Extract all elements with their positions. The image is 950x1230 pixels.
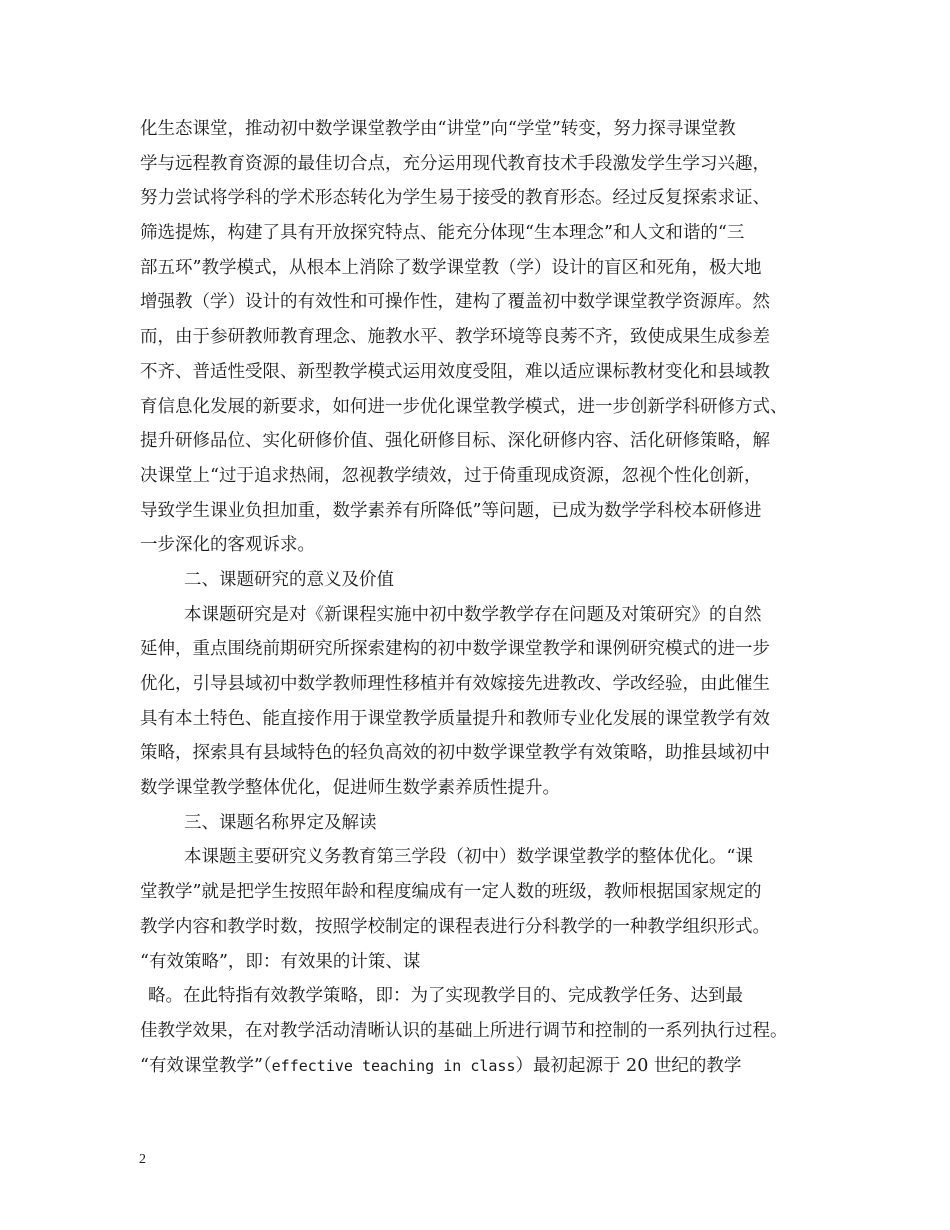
text-line: 优化，引导县域初中数学教师理性移植并有效嫁接先进教改、学改经验，由此催生 — [140, 674, 770, 694]
text-fragment: “有效课堂教学”（ — [140, 1055, 272, 1076]
text-line: 筛选提炼，构建了具有开放探究特点、能充分体现“生本理念”和人文和谐的“三 — [140, 223, 745, 244]
text-line: 本课题主要研究义务教育第三学段（初中）数学课堂教学的整体优化。“课 — [184, 847, 753, 868]
text-line: 部五环”教学模式，从根本上消除了数学课堂教（学）设计的盲区和死角，极大地 — [140, 257, 762, 278]
text-line: 数学课堂教学整体优化，促进师生数学素养质性提升。 — [140, 778, 560, 799]
section-heading: 二、课题研究的意义及价值 — [184, 569, 394, 590]
text-line-mixed — [140, 1049, 820, 1084]
section-heading: 三、课题名称界定及解读 — [184, 812, 377, 833]
text-line: 教学内容和教学时数，按照学校制定的课程表进行分科教学的一种教学组织形式。 — [140, 916, 770, 937]
text-line: “有效策略”，即：有效果的计策、谋 — [140, 951, 421, 972]
text-line: 努力尝试将学科的学术形态转化为学生易于接受的教育形态。经过反复探索求证、 — [140, 188, 770, 209]
text-line: 策略，探索具有县域特色的轻负高效的初中数学课堂教学有效策略，助推县域初中 — [140, 743, 770, 764]
text-line: 具有本土特色、能直接作用于课堂教学质量提升和教师专业化发展的课堂教学有效 — [140, 708, 770, 729]
text-line: 本课题研究是对《新课程实施中初中数学教学存在问题及对策研究》的自然 — [184, 604, 762, 625]
text-line: 化生态课堂，推动初中数学课堂教学由“讲堂”向“学堂”转变，努力探寻课堂教 — [140, 119, 736, 139]
text-line: 学与远程教育资源的最佳切合点，充分运用现代教育技术手段激发学生学习兴趣， — [140, 153, 770, 174]
text-line: 略。在此特指有效教学策略，即：为了实现教学目的、完成教学任务、达到最 — [148, 986, 743, 1007]
english-term: effective teaching in class — [271, 1056, 516, 1075]
text-fragment: ）最初起源于 20 世纪的教学 — [515, 1055, 742, 1076]
text-line: 佳教学效果，在对教学活动清晰认识的基础上所进行调节和控制的一系列执行过程。 — [140, 1020, 788, 1041]
text-line: 一步深化的客观诉求。 — [140, 535, 315, 556]
text-line: 不齐、普适性受限、新型教学模式运用效度受阻，难以适应课标教材变化和县域教 — [140, 361, 770, 382]
text-line: 延伸，重点围绕前期研究所探索建构的初中数学课堂教学和课例研究模式的进一步 — [140, 639, 770, 660]
text-line: 而，由于参研教师教育理念、施教水平、教学环境等良莠不齐，致使成果生成参差 — [140, 327, 770, 348]
text-line: 决课堂上“过于追求热闹，忽视教学绩效，过于倚重现成资源，忽视个性化创新， — [140, 465, 762, 486]
text-line: 导致学生课业负担加重，数学素养有所降低”等问题，已成为数学学科校本研修进 — [140, 500, 762, 521]
text-line: 提升研修品位、实化研修价值、强化研修目标、深化研修内容、活化研修策略，解 — [140, 431, 770, 452]
text-line: 增强教（学）设计的有效性和可操作性，建构了覆盖初中数学课堂教学资源库。然 — [140, 292, 770, 313]
page-number: 2 — [139, 1152, 146, 1167]
text-line: 育信息化发展的新要求，如何进一步优化课堂教学模式，进一步创新学科研修方式、 — [140, 396, 788, 417]
document-body — [140, 112, 820, 1083]
text-line: 堂教学”就是把学生按照年龄和程度编成有一定人数的班级，教师根据国家规定的 — [140, 882, 762, 903]
